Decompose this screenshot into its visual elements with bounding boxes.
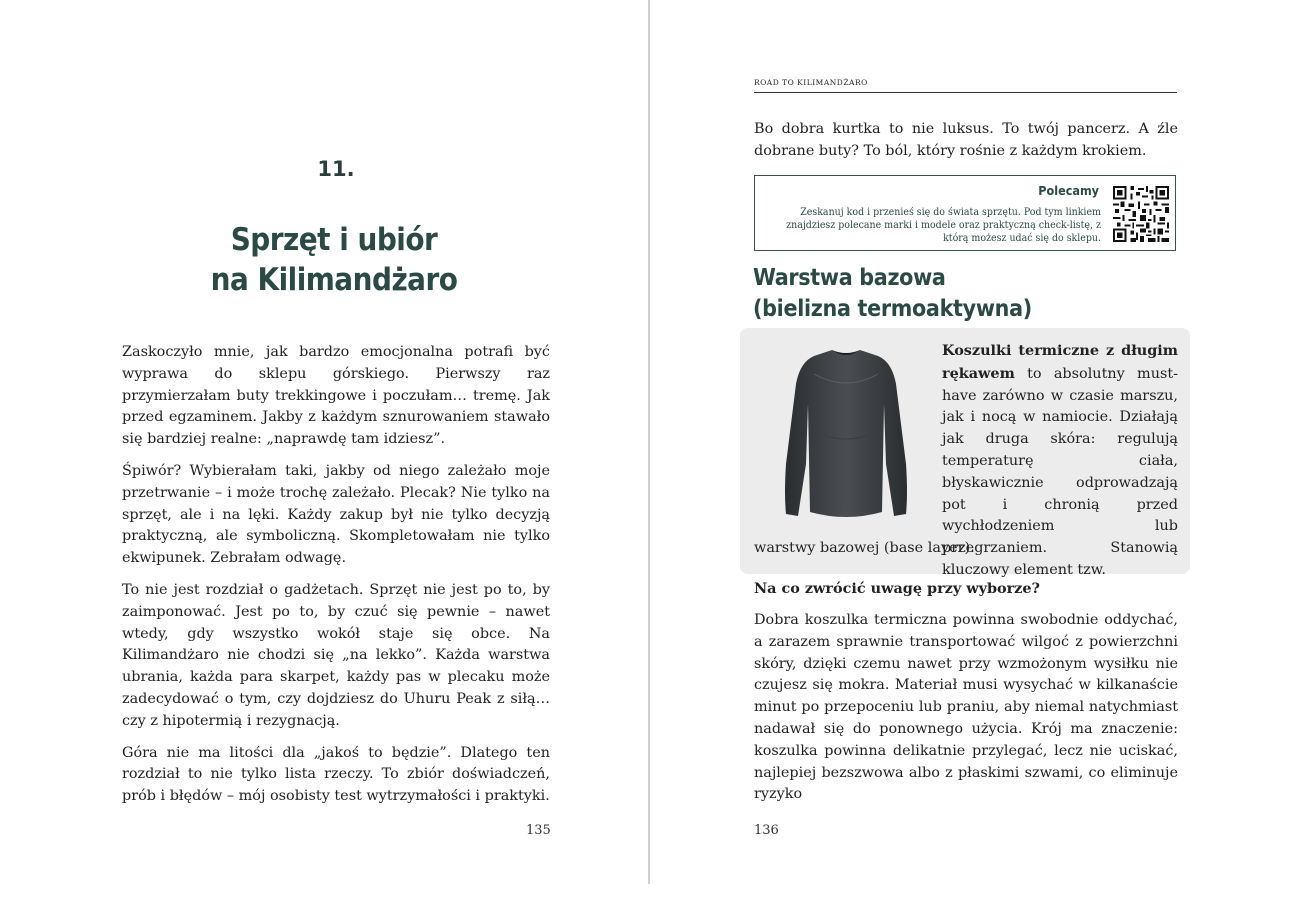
chapter-title-line1: Sprzęt i ubiór bbox=[230, 222, 438, 258]
chapter-title bbox=[0, 220, 668, 300]
paragraph: Zaskoczyło mnie, jak bardzo emocjonalna potrafi być wyprawa do sklepu górskiego. Pierwszy raz przymierzałam buty trekkingowe i poczułam… tremę. Jak przed egzaminem. Jakby z każdym sznurowaniem stawało się bardziej realne: „naprawdę tam idziesz”. bbox=[122, 344, 550, 448]
recommend-text: Zeskanuj kod i przenieś się do świata sprzętu. Pod tym linkiem znajdziesz polecane marki i modele oraz praktyczną check-listę, z którą możesz udać się do sklepu. bbox=[786, 206, 1101, 244]
paragraph: Góra nie ma litości dla „jakoś to będzie”. Dlatego ten rozdział to nie tylko lista rzeczy. To zbiór doświadczeń, prób i błędów – mój osobisty test wytrzymałości i praktyki. bbox=[122, 744, 550, 805]
intro-paragraph: Bo dobra kurtka to nie luksus. To twój pancerz. A źle dobrane buty? To ból, który rośnie z każdym krokiem. bbox=[754, 121, 1178, 159]
page-number-right: 136 bbox=[754, 823, 779, 838]
page-number-left: 135 bbox=[526, 823, 551, 838]
right-page bbox=[650, 0, 1300, 919]
box-bold-lead: Koszulki termiczne z długim rękawem bbox=[942, 342, 1178, 382]
paragraph: To nie jest rozdział o gadżetach. Sprzęt nie jest po to, by zaimponować. Jest po to, by czuć się pewnie – nawet wtedy, gdy wszystko wokół staje się obce. Na Kilimandżaro nie chodzi się „na lekko”. Każda warstwa ubrania, każda para skarpet, każdy pas w plecaku może zadecydować o tym, czy dojdziesz do Uhuru Peak z siłą… czy z hipotermią i rezygnacją. bbox=[122, 581, 550, 729]
recommend-box[interactable] bbox=[754, 175, 1176, 251]
section-title-line1: Warstwa bazowa bbox=[753, 265, 946, 291]
left-page bbox=[0, 0, 648, 919]
chapter-intro-text bbox=[122, 342, 550, 818]
box-tail bbox=[754, 538, 1178, 560]
box-tail-text: warstwy bazowej (base layer). bbox=[754, 540, 975, 556]
section-title bbox=[753, 263, 1193, 325]
thermal-shirt-image bbox=[780, 344, 912, 522]
subheading: Na co zwrócić uwagę przy wyborze? bbox=[754, 580, 1040, 597]
running-head: ROAD TO KILIMANDŻARO bbox=[754, 78, 1177, 93]
chapter-title-line2: na Kilimandżaro bbox=[210, 262, 458, 298]
section-title-line2: (bielizna termoaktywna) bbox=[753, 296, 1032, 322]
body-paragraph: Dobra koszulka termiczna powinna swobodnie oddychać, a zarazem sprawnie transportować wilgoć z powierzchni skóry, dzięki czemu nawet przy wzmożonym wysiłku nie czujesz się mokra. Materiał musi wysychać w kilkanaście minut po przepoceniu lub praniu, aby niemal natychmiast nadawał się do ponownego użycia. Krój ma znaczenie: koszulka powinna delikatnie przylegać, lecz nie uciskać, najlepiej bezszwowa albo z płaskimi szwami, co eliminuje ryzyko bbox=[754, 612, 1178, 803]
paragraph: Śpiwór? Wybierałam taki, jakby od niego zależało moje przetrwanie – i może trochę zależało. Plecak? Nie tylko na sprzęt, ale i na lęki. Każdy zakup był nie tylko decyzją praktyczną, ale symboliczną. Skompletowałam nie tylko ekwipunek. Zebrałam odwagę. bbox=[122, 462, 550, 567]
recommend-title: Polecamy bbox=[1038, 183, 1099, 198]
qr-code-icon[interactable] bbox=[1113, 186, 1169, 242]
chapter-number: 11. bbox=[317, 157, 355, 181]
box-body: to absolutny must-have zarówno w czasie marszu, jak i nocą w namiocie. Działają jak druga skóra: regulują temperaturę ciała, błyskawicznie odprowadzają pot i chronią przed wychłodzeniem lub przegrzaniem. Stanowią kluczowy element tzw. bbox=[942, 365, 1178, 578]
